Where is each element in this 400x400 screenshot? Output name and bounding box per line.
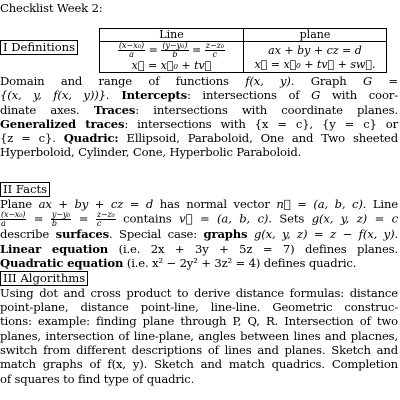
facts-line-3: describe surfaces. Special case: graphs g(x, y, z) = z − f(x, y).: [0, 227, 398, 241]
algorithms-line-4: planes, intersection of line-plane, angles between lines and placnes,: [0, 329, 398, 343]
line-vector-eq: x⃗ = x⃗₀ + tv⃗: [131, 59, 212, 72]
table-header-plane: plane: [244, 29, 387, 42]
section-definitions-heading: I Definitions: [0, 40, 78, 55]
facts-line-4: Linear equation (i.e. 2x + 3y + 5z = 7) defines planes.: [0, 242, 399, 256]
definitions-line-1: Domain and range of functions f(x, y). Graph G =: [0, 74, 398, 88]
plane-vector-eq: x⃗ = x⃗₀ + tv⃗ + sw⃗.: [254, 58, 376, 71]
facts-line-5: Quadratic equation (i.e. x² − 2y² + 3z² = 4) defines quadric.: [0, 256, 357, 270]
fraction: $\frac{\text{z−z₀}}{c}$: [205, 41, 225, 59]
definitions-line-3: dinate axes. Traces: intersections with coordinate planes.: [0, 103, 398, 117]
facts-line-2: $\frac{\text{(x−x₀)}}{a}$ = $\frac{\text{y−y₀}}{b}$ = $\frac{\text{z−z₀}}{c}$ contains v⃗ = (a, b, c). Sets g(x, y, z) = c: [1, 210, 398, 228]
fraction: $\frac{\text{(x−x₀)}}{a}$: [118, 41, 145, 59]
page-title: Checklist Week 2:: [0, 1, 103, 15]
algorithms-line-3: tions: example: finding plane through P, Q, R. Intersection of two: [0, 314, 398, 328]
section-facts-heading: II Facts: [0, 182, 50, 197]
fraction: $\frac{\text{(x−x₀)}}{a}$: [1, 210, 26, 228]
line-equations-cell: [100, 42, 244, 73]
definitions-line-2: {(x, y, f(x, y))}. Intercepts: intersections of G with coor-: [0, 88, 398, 102]
fraction: $\frac{\text{z−z₀}}{c}$: [96, 210, 115, 228]
definitions-line-4: Generalized traces: intersections with {x = c}, {y = c} or: [0, 117, 398, 131]
algorithms-line-1: Using dot and cross product to derive distance formulas: distance: [0, 286, 398, 300]
definitions-line-6: Hyperboloid, Cylinder, Cone, Hyperbolic Paraboloid.: [0, 145, 302, 159]
line-plane-table: [99, 28, 387, 73]
table-header-line: Line: [100, 29, 244, 42]
algorithms-line-2: point-plane, distance point-line, line-line. Geometric construc-: [0, 300, 398, 314]
facts-line-1: Plane ax + by + cz = d has normal vector n⃗ = (a, b, c). Line: [0, 197, 398, 211]
fraction: $\frac{\text{(y−y₀)}}{b}$: [162, 41, 188, 59]
plane-eq: ax + by + cz = d: [268, 44, 362, 57]
fraction: $\frac{\text{y−y₀}}{b}$: [51, 210, 71, 228]
line-symmetric-eq: $\frac{\text{(x−x₀)}}{a}$ = $\frac{\text{(y−y₀)}}{b}$ = $\frac{\text{z−z₀}}{c}$: [118, 41, 225, 59]
algorithms-line-5: switch from different descriptions of lines and planes. Sketch and: [0, 343, 398, 357]
definitions-line-5: {z = c}. Quadric: Ellipsoid, Paraboloid, One and Two sheeted: [0, 131, 398, 145]
plane-equations-cell: [244, 42, 387, 73]
section-algorithms-heading: III Algorithms: [0, 271, 88, 286]
algorithms-line-6: match graphs of f(x, y). Sketch and match quadrics. Completion: [0, 357, 398, 371]
algorithms-line-7: of squares to find type of quadric.: [0, 372, 195, 386]
